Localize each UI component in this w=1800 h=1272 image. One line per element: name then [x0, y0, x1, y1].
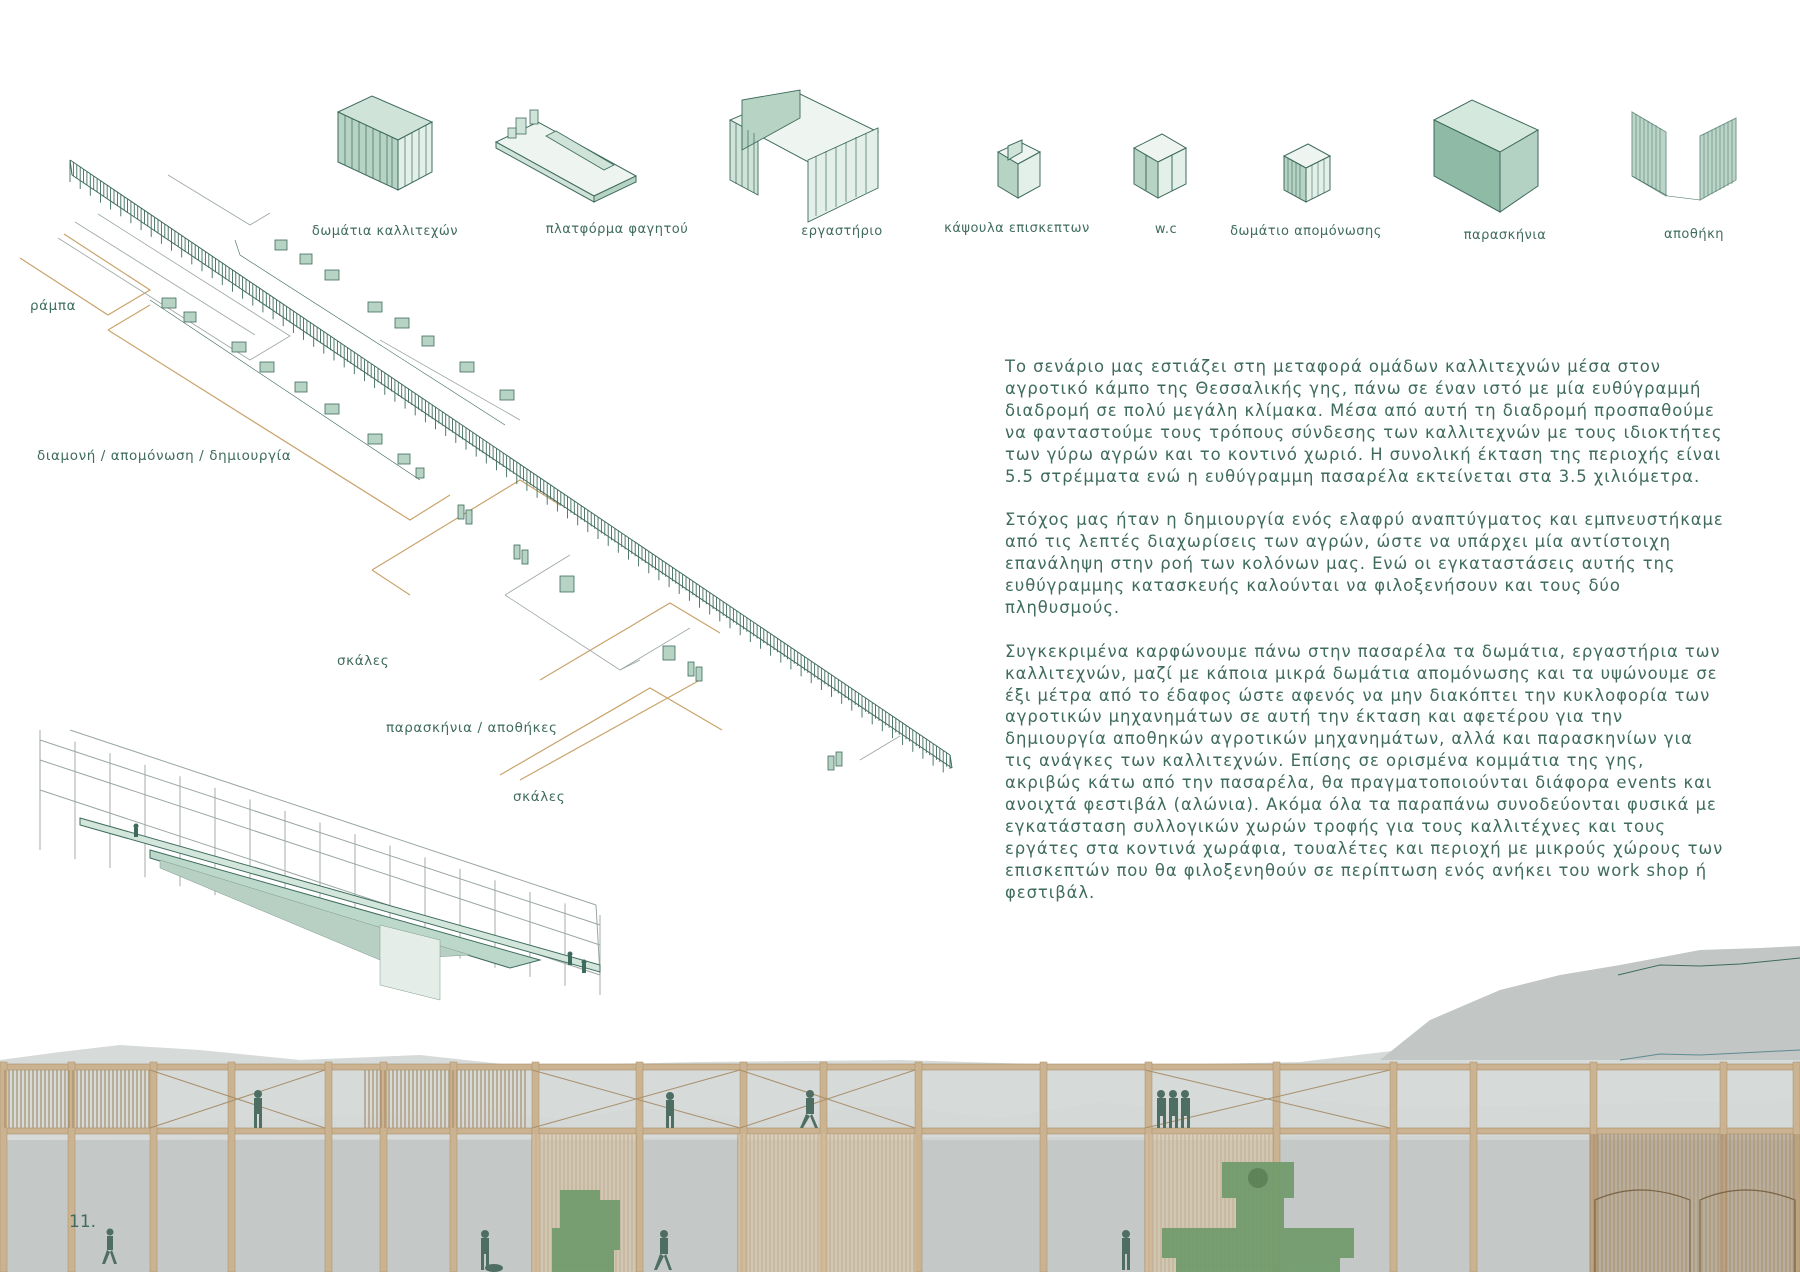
paragraph-1: Το σενάριο μας εστιάζει στη μεταφορά ομάδων καλλιτεχνών μέσα στον αγροτικό κάμπο της Θεσσαλικής γης, πάνω σε έναν ιστό με μία ευθύγραμμή διαδρομή σε πολύ μεγάλη κλίμακα. Μέσα από αυτή τη διαδρομή προσπαθούμε να φανταστούμε τους τρόπους σύνδεσης των καλλιτεχνών με τους ιδιοκτήτες των γύρω αγρών και το κοντινό χωριό. Η συνολική έκταση της περιοχής είναι 5.5 στρέμματα ενώ η ευθύγραμμη πασαρέλα εκτείνεται στα 3.5 χιλιόμετρα. [1005, 357, 1723, 486]
label-stairs-2: σκάλες [513, 789, 566, 805]
module-label-isolation-room: δωμάτιο απομόνωσης [1230, 224, 1382, 239]
label-stairs-1: σκάλες [337, 653, 390, 669]
module-label-backstage: παρασκήνια [1463, 228, 1547, 243]
page-number: 11. [69, 1212, 97, 1232]
module-label-food-platform: πλατφόρμα φαγητού [545, 222, 689, 237]
tractor-silhouette [552, 1190, 620, 1272]
module-label-storage: αποθήκη [1664, 227, 1724, 242]
module-label-visitor-capsule: κάψουλα επισκεπτων [944, 221, 1090, 236]
label-backstage-zone: παρασκήνια / αποθήκες [386, 720, 558, 736]
paragraph-2: Στόχος μας ήταν η δημιουργία ενός ελαφρύ αναπτύγματος και εμπνευστήκαμε από τις λεπτές διαχωρίσεις των αγρών, ώστε να υπάρχει μία αντίστοιχη επανάληψη στην ροή των κολόνων μας. Ενώ οι εγκαταστάσεις αυτής της ευθύγραμμης κατασκευής καλούνται να φιλοξενήσουν και τους δύο πληθυσμούς. [1005, 510, 1724, 617]
paragraph-3: Συγκεκριμένα καρφώνουμε πάνω στην πασαρέλα τα δωμάτια, εργαστήρια των καλλιτεχνών, μαζί με κάποια μικρά δωμάτια απομόνωσης και τα υψώνουμε σε έξι μέτρα από το έδαφος ώστε αφενός να μην διακόπτει την κυκλοφορία των αγροτικών μηχανημάτων σε αυτή την έκταση και αφετέρου για την δημιουργία αποθηκών αγροτικών μηχανημάτων, αλλά και παρασκηνίων για τις ανάγκες των καλλιτεχνών. Επίσης σε ορισμένα κομμάτια της γης, ακριβώς κάτω από την πασαρέλα, θα πραγματοποιούνται διάφορα events και ανοιχτά φεστιβάλ (αλώνια). Ακόμα όλα τα παραπάνω συνοδεύονται φυσικά με εγκατάσταση συλλογικών χωρών τροφής για τους καλλιτέχνες και τους εργάτες στα κοντινά χωράφια, τουαλέτες και περιοχή με μικρούς χώρους των επισκεπτών που θα φιλοξενηθούν σε περίπτωση ενός ανήκει του work shop ή φεστιβάλ. [1005, 641, 1724, 902]
label-living-zone: διαμονή / απομόνωση / δημιουργία [37, 448, 292, 464]
module-label-workshop: εργαστήριο [801, 224, 883, 239]
module-label-wc: w.c [1154, 222, 1178, 237]
module-label-artists-rooms: δωμάτια καλλιτεχών [311, 224, 459, 239]
label-ramp: ράμπα [30, 298, 77, 314]
